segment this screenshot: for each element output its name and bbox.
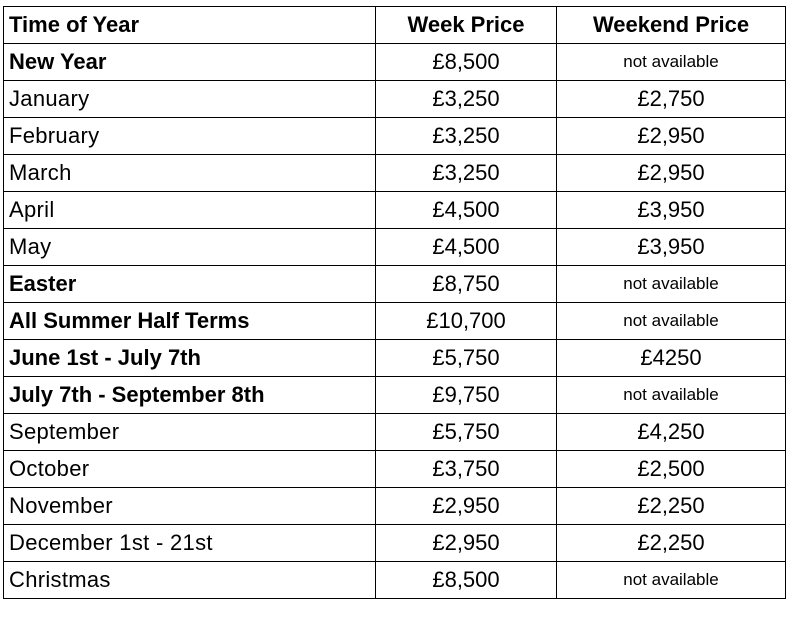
- table-row: [4, 451, 786, 488]
- weekend-price-cell: £2,500: [557, 451, 786, 488]
- period-cell: June 1st - July 7th: [4, 340, 376, 377]
- period-cell: February: [4, 118, 376, 155]
- weekend-price-cell: not available: [557, 377, 786, 414]
- week-price-cell: £3,250: [376, 118, 557, 155]
- period-cell: July 7th - September 8th: [4, 377, 376, 414]
- weekend-price-cell: £3,950: [557, 192, 786, 229]
- weekend-price-cell: £2,250: [557, 525, 786, 562]
- weekend-price-cell: not available: [557, 266, 786, 303]
- table-row: [4, 81, 786, 118]
- table-row: [4, 377, 786, 414]
- table-row: [4, 525, 786, 562]
- week-price-cell: £2,950: [376, 488, 557, 525]
- period-cell: Easter: [4, 266, 376, 303]
- period-cell: May: [4, 229, 376, 266]
- period-cell: October: [4, 451, 376, 488]
- table-row: [4, 414, 786, 451]
- table-body: [4, 44, 786, 599]
- period-cell: New Year: [4, 44, 376, 81]
- period-cell: January: [4, 81, 376, 118]
- table-row: [4, 562, 786, 599]
- weekend-price-cell: not available: [557, 44, 786, 81]
- table-row: [4, 192, 786, 229]
- period-cell: Christmas: [4, 562, 376, 599]
- price-table: [3, 6, 786, 599]
- week-price-cell: £8,500: [376, 44, 557, 81]
- period-cell: March: [4, 155, 376, 192]
- period-cell: December 1st - 21st: [4, 525, 376, 562]
- column-header-weekend-price: Weekend Price: [557, 7, 786, 44]
- column-header-period: Time of Year: [4, 7, 376, 44]
- weekend-price-cell: £2,950: [557, 155, 786, 192]
- week-price-cell: £3,750: [376, 451, 557, 488]
- table-row: [4, 155, 786, 192]
- week-price-cell: £8,500: [376, 562, 557, 599]
- table-row: [4, 44, 786, 81]
- week-price-cell: £5,750: [376, 340, 557, 377]
- table-row: [4, 229, 786, 266]
- week-price-cell: £9,750: [376, 377, 557, 414]
- week-price-cell: £4,500: [376, 192, 557, 229]
- period-cell: April: [4, 192, 376, 229]
- week-price-cell: £10,700: [376, 303, 557, 340]
- week-price-cell: £5,750: [376, 414, 557, 451]
- table-row: [4, 118, 786, 155]
- weekend-price-cell: £4,250: [557, 414, 786, 451]
- week-price-cell: £2,950: [376, 525, 557, 562]
- weekend-price-cell: £3,950: [557, 229, 786, 266]
- week-price-cell: £4,500: [376, 229, 557, 266]
- week-price-cell: £8,750: [376, 266, 557, 303]
- weekend-price-cell: not available: [557, 303, 786, 340]
- table-row: [4, 340, 786, 377]
- weekend-price-cell: £2,750: [557, 81, 786, 118]
- weekend-price-cell: £2,250: [557, 488, 786, 525]
- table-header-row: [4, 7, 786, 44]
- week-price-cell: £3,250: [376, 155, 557, 192]
- column-header-week-price: Week Price: [376, 7, 557, 44]
- weekend-price-cell: not available: [557, 562, 786, 599]
- period-cell: All Summer Half Terms: [4, 303, 376, 340]
- table-row: [4, 303, 786, 340]
- period-cell: September: [4, 414, 376, 451]
- weekend-price-cell: £4250: [557, 340, 786, 377]
- table-row: [4, 266, 786, 303]
- weekend-price-cell: £2,950: [557, 118, 786, 155]
- period-cell: November: [4, 488, 376, 525]
- week-price-cell: £3,250: [376, 81, 557, 118]
- table-row: [4, 488, 786, 525]
